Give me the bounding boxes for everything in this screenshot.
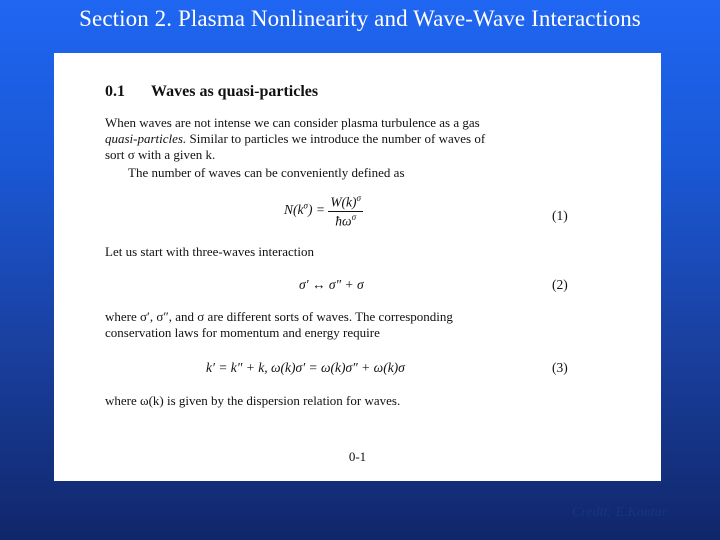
paragraph-3: Let us start with three-waves interaction [105, 244, 315, 259]
equation-3-number: (3) [552, 360, 568, 375]
paragraph-5: where ω(k) is given by the dispersion relation for waves. [105, 393, 401, 408]
paragraph-1-line-1: When waves are not intense we can consider plasma turbulence as a gas [105, 115, 480, 130]
section-title: Waves as quasi-particles [151, 83, 319, 100]
quasi-particles-term: quasi-particles. [105, 131, 187, 146]
equation-1-fraction: $\frac{W(k)^\sigma}{ħ\omega^\sigma}$ [330, 193, 361, 228]
equation-2: σ′ ↔ σ″ + σ [299, 277, 364, 292]
section-number: 0.1 [105, 83, 125, 100]
equation-2-number: (2) [552, 277, 568, 292]
slide-title: Section 2. Plasma Nonlinearity and Wave-Wave Interactions [79, 6, 641, 31]
document-page [54, 53, 661, 481]
equation-1-number: (1) [552, 208, 568, 223]
equation-1: $N(k^\sigma)$ = $\frac{W(k)^\sigma}{ħ\omega^\sigma}$ [284, 193, 361, 228]
equation-3: k′ = k″ + k, ω(k)σ′ = ω(k)σ″ + ω(k)σ [206, 360, 405, 375]
paragraph-1-line-2-rest: Similar to particles we introduce the number of waves of [186, 131, 486, 146]
paragraph-4-line-1: where σ′, σ″, and σ are different sorts of waves. The corresponding [105, 309, 453, 324]
paragraph-1-line-2 [105, 131, 485, 147]
credit-text: Credit: E.Kontar [572, 505, 668, 520]
paragraph-2: The number of waves can be conveniently defined as [128, 165, 405, 180]
section-heading [105, 83, 318, 101]
paragraph-4-line-2: conservation laws for momentum and energy require [105, 325, 380, 340]
page-number: 0-1 [348, 449, 367, 464]
paragraph-1-line-3: sort σ with a given k. [105, 147, 216, 162]
